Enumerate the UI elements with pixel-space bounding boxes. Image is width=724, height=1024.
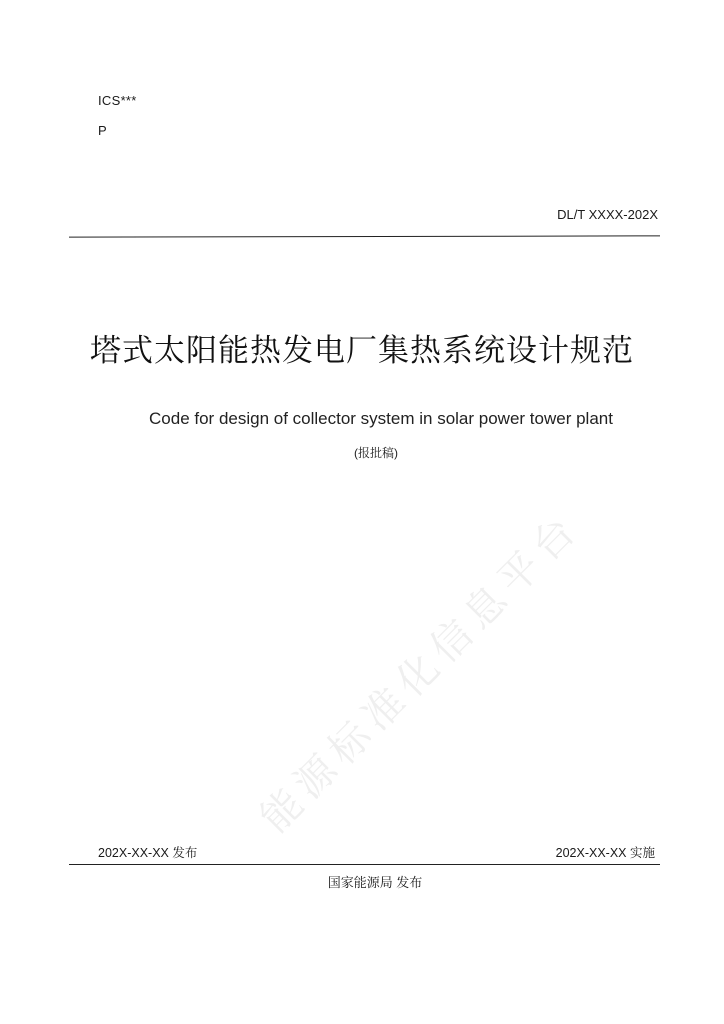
ccs-code: P <box>98 123 107 138</box>
english-title: Code for design of collector system in solar power tower plant <box>149 409 613 428</box>
top-divider <box>69 235 660 237</box>
ics-code: ICS*** <box>98 93 137 108</box>
implementation-date: 202X-XX-XX 实施 <box>555 846 655 860</box>
draft-status: (报批稿) <box>354 446 398 460</box>
chinese-title: 塔式太阳能热发电厂集热系统设计规范 <box>90 333 634 369</box>
issuing-authority: 国家能源局 发布 <box>327 875 423 890</box>
watermark: 能源标准化信息平台 <box>251 503 590 842</box>
standard-number: DL/T XXXX-202X <box>557 207 658 222</box>
bottom-divider <box>69 864 660 865</box>
issue-date: 202X-XX-XX 发布 <box>98 846 198 860</box>
